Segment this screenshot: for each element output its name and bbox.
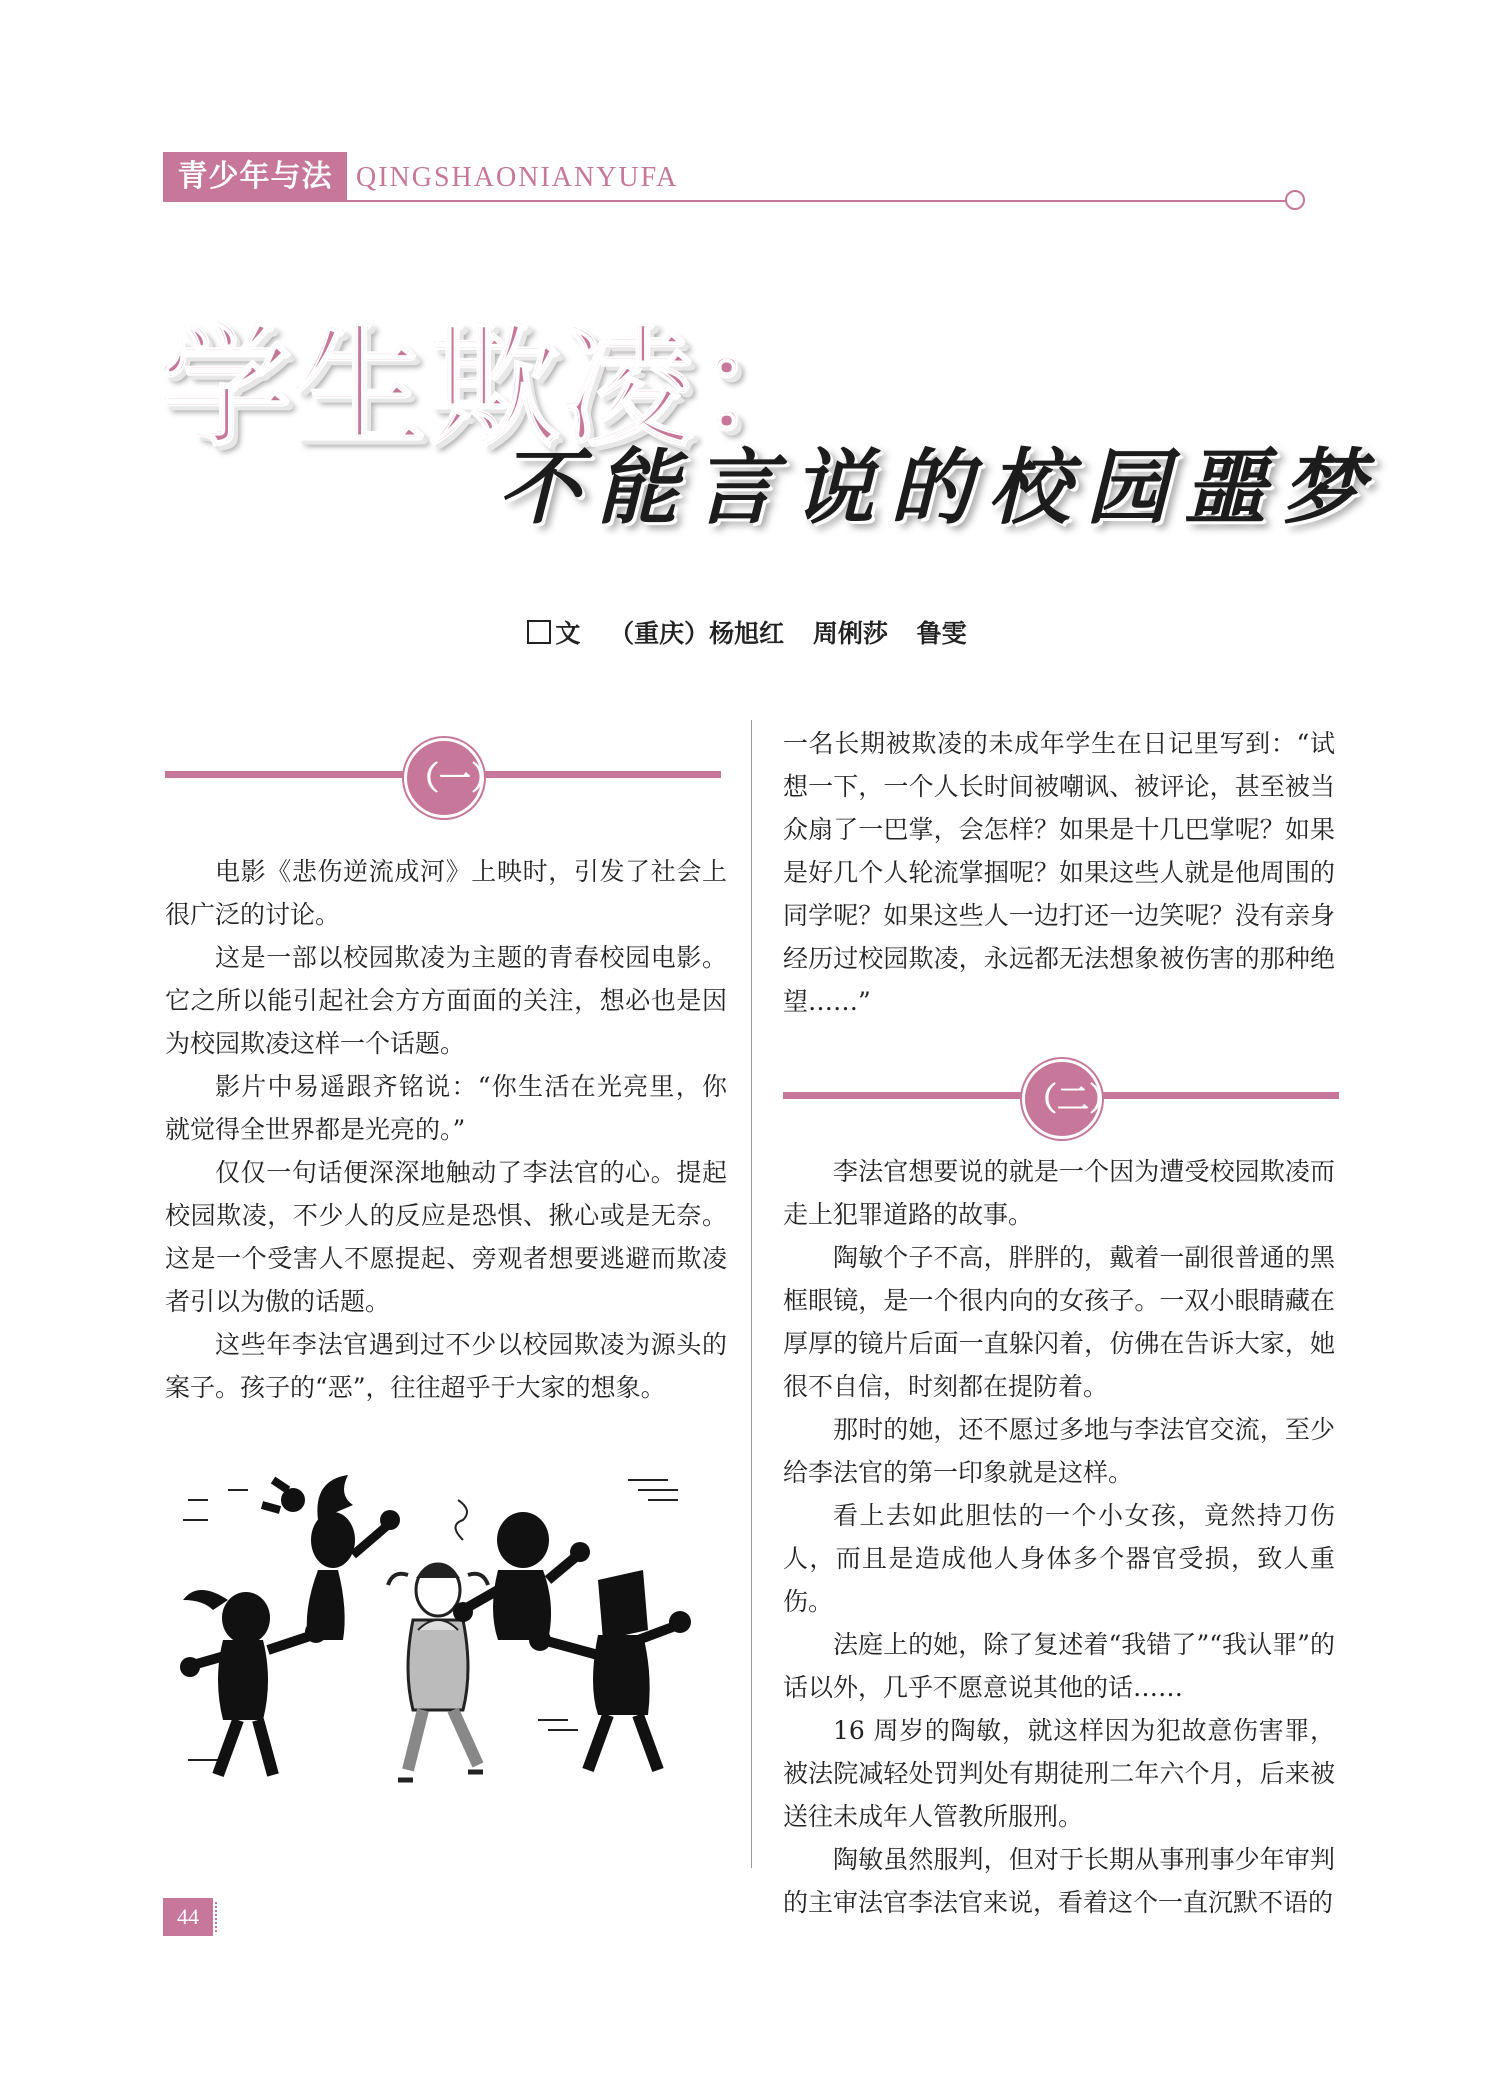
byline: [0, 614, 1504, 650]
page-number: 44: [163, 1898, 213, 1936]
bullying-illustration: [168, 1460, 722, 1790]
paragraph: 一名长期被欺凌的未成年学生在日记里写到：“试想一下，一个人长时间被嘲讽、被评论，甚至被当众扇了一巴掌，会怎样？如果是十几巴掌呢？如果是好几个人轮流掌掴呢？如果这些人就是他周围的同学呢？如果这些人一边打还一边笑呢？没有亲身经历过校园欺凌，永远都无法想象被伤害的那种绝望……”: [783, 729, 1335, 1016]
section-1-badge: （一）: [404, 738, 484, 818]
paragraph: 那时的她，还不愿过多地与李法官交流，至少给李法官的第一印象就是这样。: [783, 1415, 1335, 1487]
left-column: [165, 850, 727, 1409]
byline-prefix: 文: [555, 619, 581, 648]
square-box-icon: [527, 620, 551, 644]
article-title: 学生欺凌：: [160, 311, 830, 465]
byline-author-3: 鲁雯: [916, 619, 967, 648]
paragraph: 陶敏虽然服判，但对于长期从事刑事少年审判的主审法官李法官来说，看着这个一直沉默不语的: [783, 1845, 1335, 1917]
header-rule: [347, 200, 1287, 202]
section-latin-title: QINGSHAONIANYUFA: [356, 162, 679, 193]
paragraph: 电影《悲伤逆流成河》上映时，引发了社会上很广泛的讨论。: [165, 857, 727, 929]
section-tag: 青少年与法: [163, 152, 347, 202]
column-divider: [751, 720, 752, 1868]
byline-author-2: 周俐莎: [812, 619, 888, 648]
header-rule-end-circle: [1285, 190, 1305, 210]
right-column-continued: [783, 722, 1335, 1023]
byline-author-1: （重庆）杨旭红: [609, 619, 785, 648]
page-number-dots: [215, 1902, 220, 1932]
paragraph: 影片中易遥跟齐铭说：“你生活在光亮里，你就觉得全世界都是光亮的。”: [165, 1072, 727, 1144]
paragraph: 看上去如此胆怯的一个小女孩，竟然持刀伤人，而且是造成他人身体多个器官受损，致人重伤。: [783, 1501, 1335, 1616]
paragraph: 李法官想要说的就是一个因为遭受校园欺凌而走上犯罪道路的故事。: [783, 1157, 1335, 1229]
paragraph: 这些年李法官遇到过不少以校园欺凌为源头的案子。孩子的“恶”，往往超乎于大家的想象。: [165, 1330, 727, 1402]
section-2-badge: （二）: [1022, 1059, 1102, 1139]
paragraph: 法庭上的她，除了复述着“我错了”“我认罪”的话以外，几乎不愿意说其他的话……: [783, 1630, 1335, 1702]
paragraph: 仅仅一句话便深深地触动了李法官的心。提起校园欺凌，不少人的反应是恐惧、揪心或是无奈。这是一个受害人不愿提起、旁观者想要逃避而欺凌者引以为傲的话题。: [165, 1158, 727, 1316]
article-subtitle: 不能言说的校园噩梦: [498, 440, 1380, 536]
right-column: [783, 1150, 1335, 1924]
paragraph: 16 周岁的陶敏，就这样因为犯故意伤害罪，被法院减轻处罚判处有期徒刑二年六个月，后来被送往未成年人管教所服刑。: [783, 1716, 1335, 1831]
paragraph: 陶敏个子不高，胖胖的，戴着一副很普通的黑框眼镜，是一个很内向的女孩子。一双小眼睛藏在厚厚的镜片后面一直躲闪着，仿佛在告诉大家，她很不自信，时刻都在提防着。: [783, 1243, 1335, 1401]
paragraph: 这是一部以校园欺凌为主题的青春校园电影。它之所以能引起社会方方面面的关注，想必也是因为校园欺凌这样一个话题。: [165, 943, 727, 1058]
